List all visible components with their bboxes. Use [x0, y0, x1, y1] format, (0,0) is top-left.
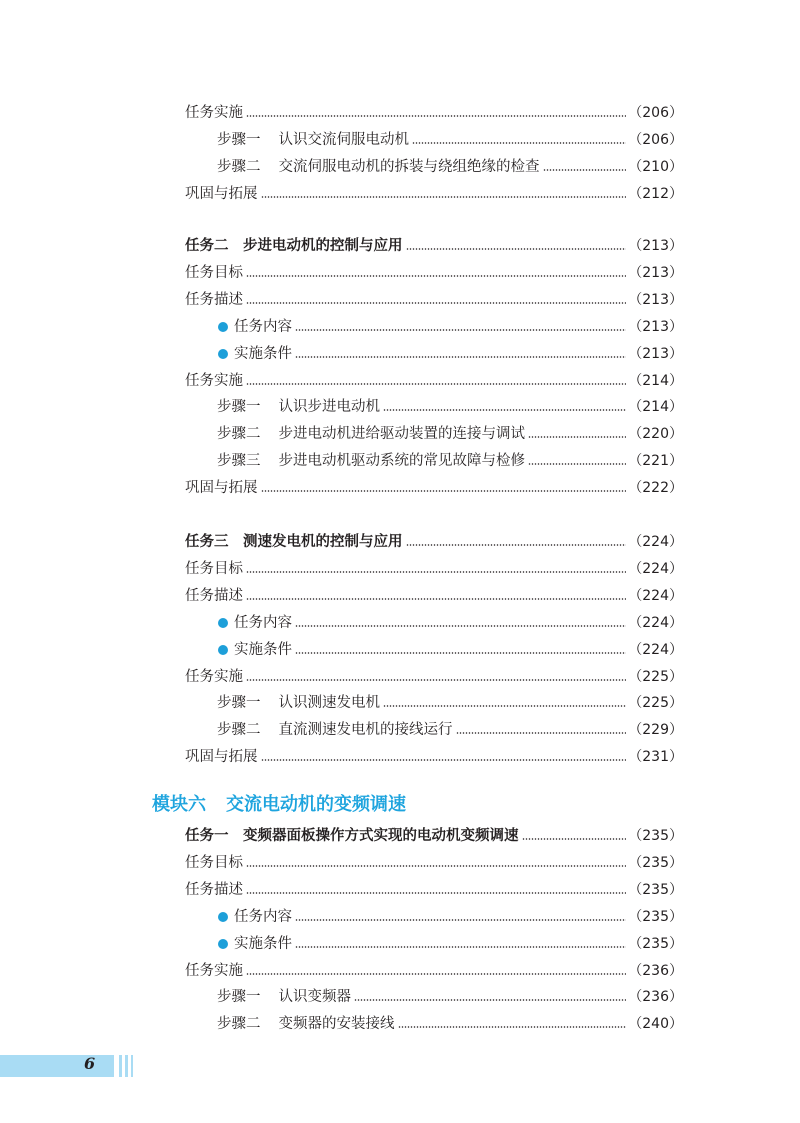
- dot-leader: [246, 275, 626, 277]
- toc-entry: [185, 557, 683, 581]
- toc-entry-title: 认识步进电动机: [278, 399, 380, 416]
- toc-entry-page: （224）: [628, 641, 683, 658]
- toc-entry-title: 任务内容: [234, 318, 292, 335]
- toc-entry-title: 实施条件: [234, 641, 292, 658]
- toc-entry-title: 任务实施: [185, 105, 243, 121]
- dot-leader: [246, 383, 626, 385]
- bullet-dot-icon: [218, 645, 228, 655]
- toc-entry: [185, 665, 683, 689]
- toc-entry: [185, 959, 683, 983]
- step-number: 步骤二: [217, 158, 261, 175]
- step-number: 步骤一: [217, 695, 261, 712]
- dot-leader: [528, 463, 626, 465]
- step-number: 步骤二: [217, 426, 261, 443]
- dot-leader: [528, 436, 626, 438]
- toc-entry-title: 任务实施: [185, 668, 243, 685]
- toc-entry-page: （214）: [628, 372, 683, 389]
- step-number: 步骤二: [217, 1016, 261, 1033]
- module-title: 交流电动机的变频调速: [226, 794, 406, 815]
- toc-entry-page: （240）: [628, 1016, 683, 1033]
- bullet-dot-icon: [218, 349, 228, 359]
- toc-entry-page: （214）: [628, 399, 683, 416]
- dot-leader: [412, 142, 626, 144]
- dot-leader: [246, 865, 626, 867]
- toc-entry: [216, 315, 683, 339]
- toc-entry: [217, 449, 683, 473]
- footer-stripe: [125, 1055, 128, 1077]
- toc-entry: [216, 905, 683, 929]
- toc-entry-page: （229）: [628, 722, 683, 739]
- toc-entry-title: 实施条件: [234, 345, 292, 362]
- toc-entry: [216, 638, 683, 662]
- dot-leader: [456, 732, 627, 734]
- toc-entry: [185, 851, 683, 875]
- toc-entry-page: （206）: [628, 131, 683, 148]
- step-number: 步骤二: [217, 722, 261, 739]
- toc-entry-title: 实施条件: [234, 935, 292, 952]
- dot-leader: [354, 999, 626, 1001]
- module-number: 模块六: [152, 794, 206, 815]
- toc-entry-title: 任务内容: [234, 908, 292, 925]
- toc-entry-title: 巩固与拓展: [185, 480, 258, 497]
- toc-entry: [216, 342, 683, 366]
- footer-stripe: [119, 1055, 122, 1077]
- dot-leader: [406, 544, 627, 546]
- step-number: 步骤一: [217, 399, 261, 416]
- dot-leader: [295, 625, 626, 627]
- toc-entry-page: （225）: [628, 668, 683, 685]
- toc-entry-page: （221）: [628, 453, 683, 470]
- toc-entry-title: 任务目标: [185, 264, 243, 281]
- toc-entry-title: 认识测速发电机: [278, 695, 380, 712]
- module-heading: [152, 790, 406, 816]
- toc-entry-page: （210）: [628, 158, 683, 175]
- toc-entry: [185, 745, 683, 769]
- toc-entry-page: （236）: [628, 989, 683, 1006]
- toc-entry-title: 任务实施: [185, 962, 243, 979]
- toc-entry-title: 任务一 变频器面板操作方式实现的电动机变频调速: [185, 828, 519, 844]
- dot-leader: [261, 490, 627, 492]
- dot-leader: [406, 248, 627, 250]
- toc-entry-page: （213）: [628, 291, 683, 308]
- dot-leader: [246, 571, 626, 573]
- toc-entry-page: （213）: [628, 345, 683, 362]
- step-number: 步骤三: [217, 453, 261, 470]
- toc-entry-page: （224）: [628, 534, 683, 550]
- bullet-dot-icon: [218, 322, 228, 332]
- dot-leader: [295, 652, 626, 654]
- dot-leader: [261, 196, 627, 198]
- toc-entry: [217, 128, 683, 152]
- toc-entry-page: （224）: [628, 614, 683, 631]
- bullet-dot-icon: [218, 618, 228, 628]
- toc-entry-page: （224）: [628, 587, 683, 604]
- bullet-dot-icon: [218, 939, 228, 949]
- toc-entry-page: （231）: [628, 749, 683, 766]
- dot-leader: [383, 409, 626, 411]
- toc-entry-title: 任务实施: [185, 372, 243, 389]
- toc-entry-title: 任务描述: [185, 587, 243, 604]
- toc-entry-page: （235）: [628, 854, 683, 871]
- toc-entry-page: （224）: [628, 560, 683, 577]
- toc-entry-page: （236）: [628, 962, 683, 979]
- toc-entry: [217, 1012, 683, 1036]
- toc-entry-page: （213）: [628, 238, 683, 254]
- dot-leader: [398, 1026, 627, 1028]
- dot-leader: [261, 759, 627, 761]
- toc-entry-title: 步进电动机驱动系统的常见故障与检修: [278, 453, 525, 470]
- toc-entry-title: 交流伺服电动机的拆装与绕组绝缘的检查: [278, 158, 540, 175]
- dot-leader: [295, 356, 626, 358]
- dot-leader: [246, 115, 626, 117]
- toc-entry-title: 任务三 测速发电机的控制与应用: [185, 534, 403, 550]
- dot-leader: [522, 838, 627, 840]
- step-number: 步骤一: [217, 989, 261, 1006]
- toc-entry-title: 步进电动机进给驱动装置的连接与调试: [278, 426, 525, 443]
- toc-entry-title: 任务目标: [185, 854, 243, 871]
- toc-entry-page: （235）: [628, 881, 683, 898]
- toc-entry-title: 认识变频器: [278, 989, 351, 1006]
- footer-stripe: [131, 1055, 133, 1077]
- toc-entry: [217, 422, 683, 446]
- toc-entry-page: （235）: [628, 908, 683, 925]
- dot-leader: [383, 705, 626, 707]
- dot-leader: [295, 919, 626, 921]
- toc-entry: [185, 824, 683, 848]
- toc-entry: [185, 261, 683, 285]
- toc-entry-title: 任务描述: [185, 291, 243, 308]
- toc-entry-title: 任务描述: [185, 881, 243, 898]
- toc-entry-title: 任务内容: [234, 614, 292, 631]
- toc-entry-title: 认识交流伺服电动机: [278, 131, 409, 148]
- toc-entry: [185, 476, 683, 500]
- dot-leader: [246, 302, 626, 304]
- dot-leader: [295, 329, 626, 331]
- dot-leader: [246, 892, 626, 894]
- toc-entry-page: （235）: [628, 935, 683, 952]
- dot-leader: [246, 598, 626, 600]
- toc-entry: [185, 182, 683, 206]
- toc-entry-page: （225）: [628, 695, 683, 712]
- toc-entry-page: （213）: [628, 318, 683, 335]
- dot-leader: [543, 169, 627, 171]
- toc-entry: [217, 155, 683, 179]
- toc-entry-title: 任务二 步进电动机的控制与应用: [185, 238, 403, 254]
- toc-entry: [185, 369, 683, 393]
- dot-leader: [246, 679, 626, 681]
- toc-entry: [185, 584, 683, 608]
- dot-leader: [246, 973, 626, 975]
- toc-entry: [217, 395, 683, 419]
- toc-entry: [185, 530, 683, 554]
- toc-entry: [185, 288, 683, 312]
- toc-entry-page: （206）: [628, 105, 683, 121]
- toc-entry: [217, 691, 683, 715]
- bullet-dot-icon: [218, 912, 228, 922]
- toc-entry: [185, 234, 683, 258]
- toc-entry-title: 任务目标: [185, 560, 243, 577]
- dot-leader: [295, 946, 626, 948]
- toc-entry-title: 直流测速发电机的接线运行: [278, 722, 453, 739]
- toc-entry: [217, 985, 683, 1009]
- step-number: 步骤一: [217, 131, 261, 148]
- page-number: 6: [84, 1054, 96, 1073]
- toc-entry: [217, 718, 683, 742]
- toc-entry: [216, 611, 683, 635]
- toc-entry-page: （235）: [628, 828, 683, 844]
- toc-entry-page: （220）: [628, 426, 683, 443]
- toc-entry: [185, 101, 683, 125]
- toc-entry-page: （213）: [628, 264, 683, 281]
- toc-entry-title: 巩固与拓展: [185, 749, 258, 766]
- footer-bar: [0, 1055, 114, 1077]
- toc-entry: [185, 878, 683, 902]
- toc-entry-title: 变频器的安装接线: [278, 1016, 395, 1033]
- toc-entry-page: （222）: [628, 480, 683, 497]
- toc-entry-page: （212）: [628, 185, 683, 202]
- toc-entry: [216, 932, 683, 956]
- toc-entry-title: 巩固与拓展: [185, 185, 258, 202]
